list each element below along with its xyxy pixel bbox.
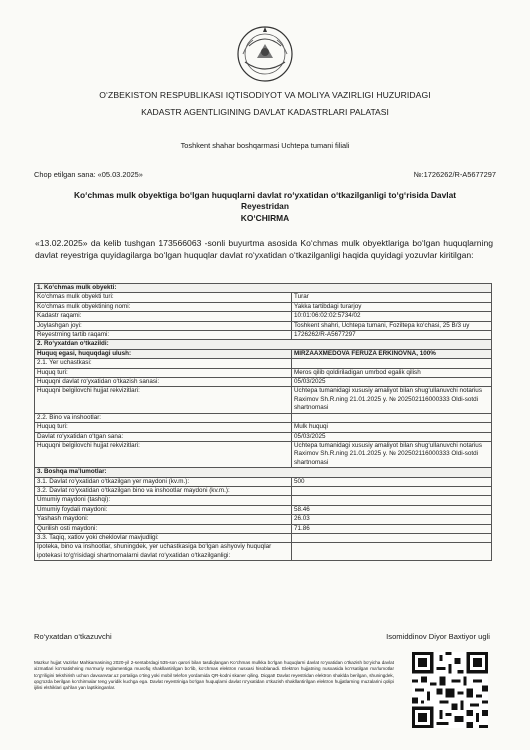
table-row-label: Huquqni belgilovchi hujjat rekvizitlari:: [35, 441, 292, 467]
table-row-value: 26.03: [292, 515, 492, 524]
table-row: [35, 359, 492, 368]
table-row-value: [292, 533, 492, 542]
table-row-value: 1726262/R-A5677297: [292, 331, 492, 340]
table-row-label: Ipoteka, bino va inshootlar, shuningdek, yer uchastkasiga bo‘lgan ashyoviy huquqlar ipotekasi to‘g‘risidagi shartnomalarni davlat ro‘yxatidan o‘tkazilganligi:: [35, 543, 292, 561]
table-row-value: 71.86: [292, 524, 492, 533]
table-row: [35, 524, 492, 533]
doc-title-line1: Ko‘chmas mulk obyektiga bo‘lgan huquqlarni davlat ro‘yxatidan o‘tkazilganligi to‘g‘risida Davlat: [73, 190, 457, 200]
table-row-value: [292, 496, 492, 505]
table-row: [35, 423, 492, 432]
table-row-label: 3.3. Taqiq, xatlov yoki cheklovlar mavjudligi:: [35, 533, 292, 542]
qr-code-icon: [412, 652, 488, 728]
table-row-value: Uchtepa tumanidagi xususiy amaliyot bilan shug‘ullanuvchi notarius Raximov Sh.R.ning 21.01.2025 y. № 202502116000333 Oldi-sotdi shartnomasi: [292, 441, 492, 467]
table-row-label: Ko‘chmas mulk obyektining nomi:: [35, 302, 292, 311]
doc-title-main: KO‘CHIRMA: [240, 213, 290, 223]
doc-title-line2: Reyestridan: [241, 201, 289, 211]
table-row: [35, 378, 492, 387]
table-row: [35, 312, 492, 321]
table-row: [35, 505, 492, 514]
table-row-value: 05/03/2025: [292, 378, 492, 387]
footnote: Mazkur hujjat Vazirlar Mahkamasining 2020-yil 2-sentabrdagi 535-son qarori bilan tasdiqlangan Ko‘chmas mulkka bo‘lgan huquqlarni davlat ro‘yxatidan o‘tkazish bo‘yicha davlat xizmatlari ko‘rsatishning ma’muriy reglamentiga muvofiq shakllantirilgan bo‘lib, ko‘chmas elektron nusxasi hisoblanadi. Elektron hujjatning nusxasida ko‘rsatilgan ma’lumotlar to‘g‘riligini tekshirish uchun davxanvtar.uz portaliga o‘ting yoki mobil telefon yordamida QR-kodni skaner qiling. Diqqat! Davlat reyestridan elektron shaklda berilgan, shuningdek, qog‘ozda berilgan ko‘chirmalar teng yuridik kuchga ega. Davlat reyestriniga bo‘lgan huquqlarni davlat ro‘yxatidan o‘tkazish shakllantirilgan elektron hujjatlarning muzalarini qolipi ijilisi elshiklari qal‘ilan yan laptikinganlar.: [34, 660, 394, 691]
table-row-value: 500: [292, 477, 492, 486]
table-row-label: 3.2. Davlat ro‘yxatidan o‘tkazilgan bino va inshootlar maydoni (kv.m.):: [35, 486, 292, 495]
table-row: [35, 477, 492, 486]
table-section-row: [35, 349, 492, 358]
table-row-value: [292, 543, 492, 561]
table-row-label: Ko‘chmas mulk obyekti turi:: [35, 293, 292, 302]
table-row-label: 1. Ko‘chmas mulk obyekti:: [35, 284, 492, 293]
intro-paragraph: «13.02.2025» da kelib tushgan 173566063 -sonli buyurtma asosida Ko‘chmas mulk obyektlariga bo‘lgan huquqlarning davlat reyestriga quyidagilarga bo‘lgan huquqlar davlat ro‘yxatidan o‘tkazilganligi haqida quyidagi yozuvlar kiritilgan:: [35, 238, 493, 260]
table-row-label: Huquq turi:: [35, 368, 292, 377]
table-row: [35, 543, 492, 561]
registry-table: [34, 283, 492, 561]
table-row-value: Yakka tartibdagi turarjoy: [292, 302, 492, 311]
state-emblem-icon: [235, 24, 295, 84]
table-row: [35, 432, 492, 441]
table-row-value: 05/03/2025: [292, 432, 492, 441]
table-row-label: Umumiy foydali maydoni:: [35, 505, 292, 514]
table-row-value: 58.46: [292, 505, 492, 514]
table-row: [35, 368, 492, 377]
table-row: [35, 496, 492, 505]
table-row-value: Mulk huquqi: [292, 423, 492, 432]
table-row-value: MIRZAAXMEDOVA FERUZA ERKINOVNA, 100%: [292, 349, 492, 358]
table-row: [35, 441, 492, 467]
table-row: [35, 321, 492, 330]
table-row-label: 3.1. Davlat ro‘yxatidan o‘tkazilgan yer maydoni (kv.m.):: [35, 477, 292, 486]
table-row-label: Huquqni davlat ro‘yxatidan o‘tkazish sanasi:: [35, 378, 292, 387]
table-section-row: [35, 468, 492, 477]
table-row-label: Joylashgan joyi:: [35, 321, 292, 330]
table-section-row: [35, 340, 492, 349]
registrar-label: Ro‘yxatdan o‘tkazuvchi: [34, 632, 112, 641]
table-row: [35, 302, 492, 311]
table-row: [35, 413, 492, 422]
table-row-label: Huquq egasi, huquqdagi ulush:: [35, 349, 292, 358]
table-row-label: Yashash maydoni:: [35, 515, 292, 524]
table-row-value: 10:01:06:02:02:5734/02: [292, 312, 492, 321]
table-row: [35, 293, 492, 302]
table-row-value: Uchtepa tumanidagi xususiy amaliyot bilan shug‘ullanuvchi notarius Raximov Sh.R.ning 21.01.2025 y. № 202502116000333 Oldi-sotdi shartnomasi: [292, 387, 492, 413]
table-row-label: Davlat ro‘yxatidan o‘tgan sana:: [35, 432, 292, 441]
registrar-name: Isomiddinov Diyor Baxtiyor ugli: [386, 632, 490, 641]
table-row-value: [292, 486, 492, 495]
table-row: [35, 486, 492, 495]
table-row: [35, 533, 492, 542]
table-row: [35, 515, 492, 524]
table-row: [35, 331, 492, 340]
table-row-label: Qurilish osti maydoni:: [35, 524, 292, 533]
table-row-label: Huquq turi:: [35, 423, 292, 432]
table-row-label: Huquqni belgilovchi hujjat rekvizitlari:: [35, 387, 292, 413]
table-row-label: Umumiy maydoni (tashqi):: [35, 496, 292, 505]
header-branch: Toshkent shahar boshqarmasi Uchtepa tumani filiali: [180, 141, 350, 150]
table-row-value: Meros qilib qoldiriladigan umrbod egalik qilish: [292, 368, 492, 377]
table-row-label: 3. Boshqa ma’lumotlar:: [35, 468, 492, 477]
table-section-row: [35, 284, 492, 293]
table-row-value: Toshkent shahri, Uchtepa tumani, Foziltepa ko‘chasi, 25 B/3 uy: [292, 321, 492, 330]
header-ministry: O‘ZBEKISTON RESPUBLIKASI IQTISODIYOT VA MOLIYA VAZIRLIGI HUZURIDAGI: [99, 90, 431, 100]
table-row-label: Kadastr raqami:: [35, 312, 292, 321]
table-row-label: 2. Ro‘yxatdan o‘tkazildi:: [35, 340, 492, 349]
print-date: Chop etilgan sana: «05.03.2025»: [34, 170, 143, 179]
header-agency: KADASTR AGENTLIGINING DAVLAT KADASTRLARI PALATASI: [141, 107, 389, 117]
table-row-label: 2.1. Yer uchastkasi:: [35, 359, 292, 368]
table-row-label: 2.2. Bino va inshootlar:: [35, 413, 292, 422]
table-row-value: [292, 413, 492, 422]
table-row: [35, 387, 492, 413]
table-row-value: Turar: [292, 293, 492, 302]
document-number: №:1726262/R-A5677297: [413, 170, 496, 179]
table-row-value: [292, 359, 492, 368]
table-row-label: Reyestrning tartib raqami:: [35, 331, 292, 340]
